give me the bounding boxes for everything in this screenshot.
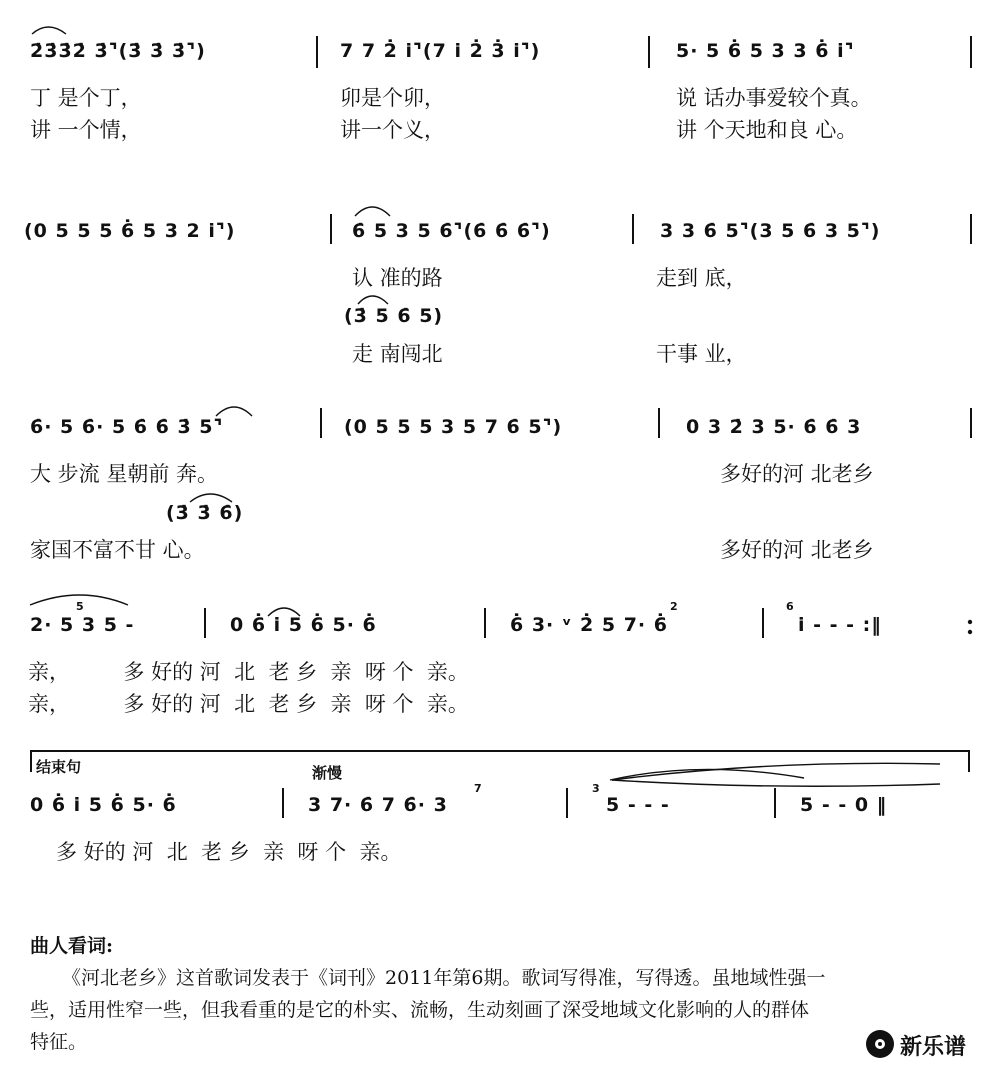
comment-heading: 曲人看词: <box>30 935 114 957</box>
tempo-marking: 渐慢 <box>312 764 343 782</box>
grace-note: 6 <box>786 600 794 613</box>
row5-measure-2: 3 7· 6̇ 7 6̇· 3 <box>308 794 448 816</box>
row3-lyric-1a: 大 步流 星朝前 奔。 <box>30 462 219 486</box>
site-logo-text: 新乐谱 <box>900 1035 967 1060</box>
ending-label: 结束句 <box>36 758 82 776</box>
row4-measure-3: 6̇ 3· ᵛ 2̇ 5 7· 6̇ <box>510 614 668 636</box>
row2-measure-1: (0 5 5 5 6̇ 5 3 2 i⌝) <box>24 220 236 242</box>
repeat-dot <box>968 630 972 634</box>
row3-lyric-2a: 家国不富不甘 心。 <box>30 538 205 562</box>
comment-line-1: 《河北老乡》这首歌词发表于《词刊》2011年第6期。歌词写得准，写得透。虽地域性强一 <box>62 967 826 989</box>
repeat-dot <box>968 620 972 624</box>
row3-lyric-2b: 多好的河 北老乡 <box>720 538 874 562</box>
row4-measure-2: 0 6̇ i 5 6̇ 5· 6̇ <box>230 614 377 636</box>
row1-measure-2: 7 7 2̇ i⌝(7 i 2̇ 3̇ i⌝) <box>340 40 541 62</box>
row2-lyric-2b: 干事 业， <box>656 342 747 366</box>
slur <box>190 494 232 502</box>
row1-lyric-2a: 讲 一个情， <box>30 118 142 142</box>
row3-measure-2: (0 5 5 5 3 5 7 6̇ 5⌝) <box>344 416 563 438</box>
row3-measure-1: 6̇· 5 6̇· 5 6̇ 6̇ 3̇ 5⌝ <box>30 416 224 438</box>
slur <box>30 595 128 605</box>
row1-lyric-1b: 卯是个卯， <box>340 86 445 110</box>
slur <box>268 608 300 616</box>
vinyl-record-icon <box>866 1030 894 1058</box>
row5-measure-4: 5 - - 0 ‖ <box>800 794 888 816</box>
row5-measure-3: 5 - - - <box>606 794 670 816</box>
grace-note: 5 <box>76 600 84 613</box>
row5-lyric: 多 好的 河 北 老 乡 亲 呀 个 亲。 <box>56 840 402 864</box>
slur <box>355 207 390 216</box>
row1-lyric-1c: 说 话办事爱较个真。 <box>676 86 872 110</box>
row4-lyric-2: 亲， 多 好的 河 北 老 乡 亲 呀 个 亲。 <box>28 692 469 716</box>
row3-measure-3: 0 3 2̇ 3 5· 6̇ 6̇ 3 <box>686 416 862 438</box>
row2-lyric-2a: 走 南闯北 <box>352 342 443 366</box>
row5-measure-1: 0 6̇ i 5 6̇ 5· 6̇ <box>30 794 177 816</box>
grace-note: 3 <box>592 782 600 795</box>
comment-line-2: 些，适用性窄一些，但我看重的是它的朴实、流畅，生动刻画了深受地域文化影响的人的群体 <box>30 999 810 1021</box>
row1-lyric-2c: 讲 个天地和良 心。 <box>676 118 858 142</box>
tie <box>610 769 804 780</box>
row1-lyric-1a: 丁 是个丁， <box>30 86 142 110</box>
grace-note: 2 <box>670 600 678 613</box>
comment-line-3: 特征。 <box>30 1031 88 1053</box>
row2-lyric-1a: 认 准的路 <box>352 266 443 290</box>
grace-note: 7 <box>474 782 482 795</box>
row2-measure-3: 3 3 6̇ 5⌝(3 5 6̇ 3 5⌝) <box>660 220 881 242</box>
slur <box>358 296 388 304</box>
row1-measure-3: 5· 5 6̇ 5 3 3 6̇ i⌝ <box>676 40 855 62</box>
row4-lyric-1: 亲， 多 好的 河 北 老 乡 亲 呀 个 亲。 <box>28 660 469 684</box>
row4-measure-4: i - - - :‖ <box>798 614 882 636</box>
row2-alt-notation: (3̇ 5 6̇ 5) <box>344 305 444 327</box>
slur <box>32 27 66 34</box>
row2-measure-2: 6̇ 5 3 5 6̇⌝(6̇ 6̇ 6̇⌝) <box>352 220 551 242</box>
row4-measure-1: 2· 5 3 5 - <box>30 614 135 636</box>
row3-alt-notation: (3̇ 3̇ 6̇) <box>166 502 244 524</box>
row2-lyric-1b: 走到 底， <box>656 266 747 290</box>
slur <box>216 407 252 416</box>
diminuendo-hairpin <box>612 780 940 786</box>
row1-measure-1: 2̇3̇3̇2̇ 3̇⌝(3̇ 3̇ 3̇⌝) <box>30 40 206 62</box>
row1-lyric-2b: 讲一个义， <box>340 118 445 142</box>
row3-lyric-1b: 多好的河 北老乡 <box>720 462 874 486</box>
